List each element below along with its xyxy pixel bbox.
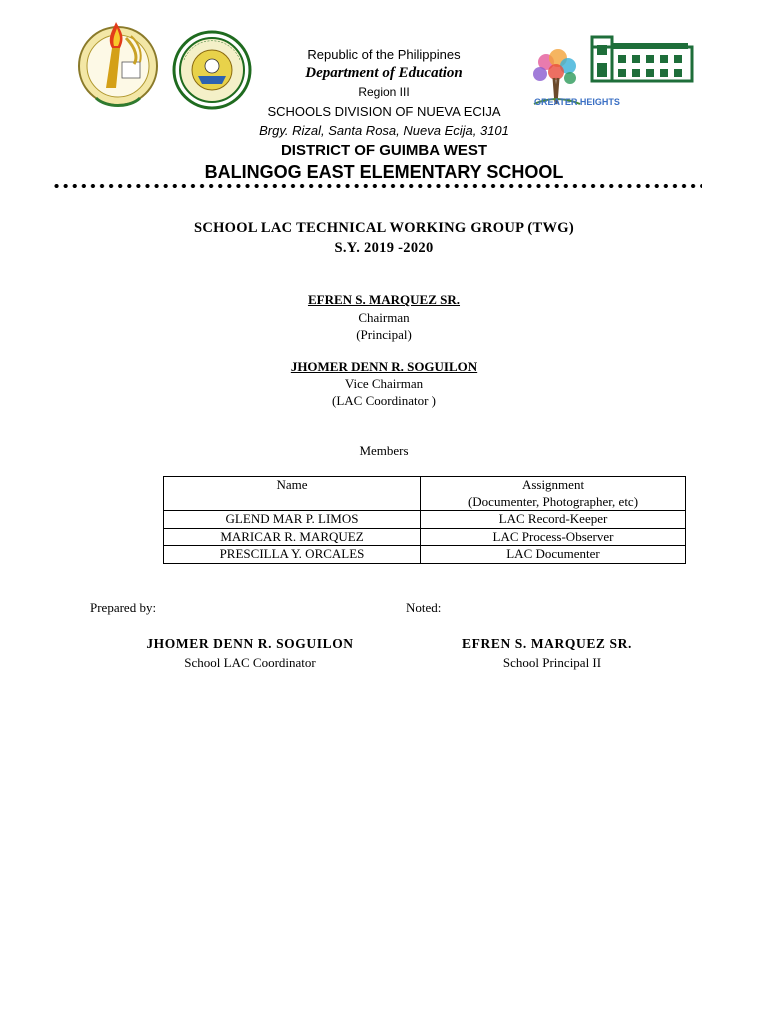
noted-by-name: EFREN S. MARQUEZ SR. <box>462 636 632 651</box>
prepared-by-name: JHOMER DENN R. SOGUILON <box>146 636 354 651</box>
chairman-name: EFREN S. MARQUEZ SR. <box>307 292 461 307</box>
vice-chairman-role: Vice Chairman <box>344 376 424 391</box>
member-name: GLEND MAR P. LIMOS <box>164 511 421 529</box>
members-table <box>163 476 686 564</box>
table-row <box>164 546 686 564</box>
prepared-by-label: Prepared by: <box>90 600 157 615</box>
republic-line: Republic of the Philippines <box>307 47 461 62</box>
greater-heights-text: GREATER HEIGHTS <box>534 97 620 107</box>
letterhead <box>0 0 768 200</box>
chairman-position: (Principal) <box>356 327 412 342</box>
address-line: Brgy. Rizal, Santa Rosa, Nueva Ecija, 3101 <box>259 123 509 138</box>
assignment-header-note: (Documenter, Photographer, etc) <box>467 493 639 509</box>
school-year: S.Y. 2019 -2020 <box>334 240 434 256</box>
region-line: Region III <box>358 85 410 99</box>
member-assignment: LAC Record-Keeper <box>421 511 686 529</box>
dotted-divider <box>52 182 702 190</box>
prepared-by-title: School LAC Coordinator <box>184 655 316 670</box>
noted-by-title: School Principal II <box>502 655 602 670</box>
district-line: DISTRICT OF GUIMBA WEST <box>280 142 488 159</box>
division-line: SCHOOLS DIVISION OF NUEVA ECIJA <box>267 104 501 119</box>
school-name: BALINGOG EAST ELEMENTARY SCHOOL <box>204 162 564 182</box>
members-label: Members <box>359 443 409 458</box>
table-header-row <box>164 477 686 511</box>
chairman-role: Chairman <box>358 310 410 325</box>
member-name: PRESCILLA Y. ORCALES <box>164 546 421 564</box>
department-line: Department of Education <box>305 65 463 81</box>
assignment-header-label: Assignment <box>521 477 585 492</box>
noted-label: Noted: <box>406 600 442 615</box>
table-row <box>164 528 686 546</box>
name-column-header: Name <box>164 477 421 511</box>
table-row <box>164 511 686 529</box>
member-assignment: LAC Process-Observer <box>421 528 686 546</box>
member-name: MARICAR R. MARQUEZ <box>164 528 421 546</box>
vice-chairman-name: JHOMER DENN R. SOGUILON <box>290 359 478 374</box>
member-assignment: LAC Documenter <box>421 546 686 564</box>
assignment-column-header <box>421 477 686 511</box>
document-title: SCHOOL LAC TECHNICAL WORKING GROUP (TWG) <box>193 220 575 236</box>
vice-chairman-position: (LAC Coordinator ) <box>332 393 436 408</box>
